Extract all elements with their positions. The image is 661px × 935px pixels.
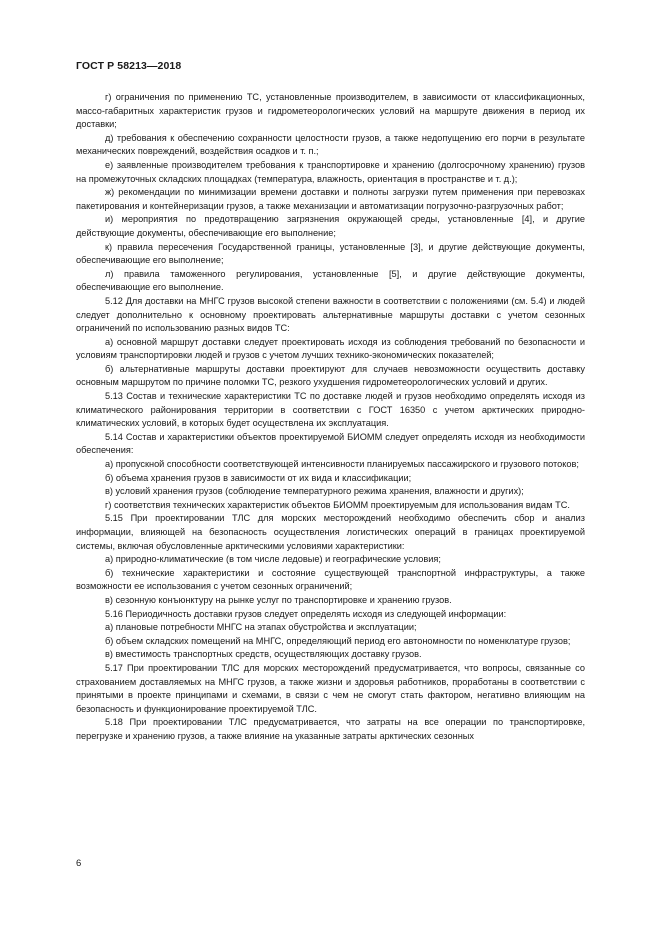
paragraph-item-i: и) мероприятия по предотвращению загрязнения окружающей среды, установленные [4], и другие действующие документы, обеспечивающие его выполнение; — [76, 214, 585, 238]
clause-5-16: 5.16 Периодичность доставки грузов следует определять исходя из следующей информации: — [105, 608, 507, 619]
document-header: ГОСТ Р 58213—2018 — [76, 60, 182, 72]
clause-5-14: 5.14 Состав и характеристики объектов проектируемой БИОММ следует определять исходя из необходимости обеспечения: — [76, 431, 585, 456]
clause-5-12-item-b: б) альтернативные маршруты доставки проектируют для случаев невозможности осуществить доставку основным маршрутом по причине поломки ТС, резкого ухудшения гидрометеорологических условий и других. — [76, 363, 585, 388]
clause-5-13: 5.13 Состав и технические характеристики ТС по доставке людей и грузов необходимо определять исходя из климатического районирования территории в соответствии с ГОСТ 16350 с учетом арктических природно-климатических условий, в которых будет осуществлена их эксплуатация. — [76, 391, 585, 429]
paragraph-item-k: к) правила пересечения Государственной границы, установленные [3], и другие действующие документы, обеспечивающие его выполнение; — [76, 241, 585, 266]
clause-5-15-item-b: б) технические характеристики и состояние существующей транспортной инфраструктуры, а также возможности ее использования с учетом сезонных ограничений; — [76, 567, 585, 592]
clause-5-15-item-a: а) природно-климатические (в том числе ледовые) и географические условия; — [105, 554, 441, 565]
paragraph-item-g: г) ограничения по применению ТС, установленные производителем, в зависимости от классификационных, массо-габаритных характеристик грузов и гидрометеорологических условий на маршруте движения в период их доставки; — [76, 92, 585, 130]
clause-5-14-item-a: а) пропускной способности соответствующей интенсивности планируемых пассажирского и грузового потоков; — [105, 459, 579, 470]
clause-5-14-item-b: б) объема хранения грузов в зависимости от их вида и классификации; — [105, 472, 412, 483]
document-body — [76, 91, 585, 744]
clause-5-15-item-v: в) сезонную конъюнктуру на рынке услуг по транспортировке и хранению грузов. — [105, 594, 452, 605]
paragraph-item-e: е) заявленные производителем требования к транспортировке и хранению (долгосрочному хранению) грузов на промежуточных складских площадках (температура, влажность, ориентация в пространстве и т. д.); — [76, 159, 585, 184]
clause-5-16-item-b: б) объем складских помещений на МНГС, определяющий период его автономности по номенклатуре грузов; — [105, 635, 571, 646]
paragraph-item-d: д) требования к обеспечению сохранности целостности грузов, а также недопущению его порчи в результате механических повреждений, воздействия осадков и т. п.; — [76, 132, 585, 157]
clause-5-15: 5.15 При проектировании ТЛС для морских месторождений необходимо обеспечить сбор и анализ информации, влияющей на безопасность осуществления логистических операций в границах проектируемой системы, включая обусловленные арктическими условиями характеристики: — [76, 513, 585, 551]
clause-5-12: 5.12 Для доставки на МНГС грузов высокой степени важности в соответствии с положениями (см. 5.4) и людей следует дополнительно к основному проектировать альтернативные маршруты доставки с учетом сезонных ограничений по использованию разных видов ТС: — [76, 295, 585, 334]
paragraph-item-l: л) правила таможенного регулирования, установленные [5], и другие действующие документы, обеспечивающие его выполнение. — [76, 268, 585, 293]
clause-5-16-item-v: в) вместимость транспортных средств, осуществляющих доставку грузов. — [105, 649, 422, 660]
clause-5-14-item-g: г) соответствия технических характеристик объектов БИОММ проектируемым для использования видам ТС. — [105, 499, 570, 510]
paragraph-item-zh: ж) рекомендации по минимизации времени доставки и полноты загрузки путем применения при перевозках пакетирования и контейнеризации грузов, а также механизации и автоматизации погрузочно-разгрузочных работ; — [76, 187, 585, 211]
clause-5-12-item-a: а) основной маршрут доставки следует проектировать исходя из соблюдения требований по безопасности и условиям транспортировки людей и грузов с учетом лучших технико-экономических показателей; — [76, 336, 585, 361]
clause-5-17: 5.17 При проектировании ТЛС для морских месторождений предусматривается, что вопросы, связанные со страхованием доставляемых на МНГС грузов, а также жизни и здоровья работников, проработаны в соответствии с принятыми в проекте принципами и схемами, в связи с чем не смогут стать фактором, негативно влияющим на безопасность и функционирование проектируемой ТЛС. — [76, 662, 585, 714]
clause-5-18: 5.18 При проектировании ТЛС предусматривается, что затраты на все операции по транспортировке, перегрузке и хранению грузов, а также влияние на указанные затраты арктических сезонных — [76, 717, 585, 741]
clause-5-16-item-a: а) плановые потребности МНГС на этапах обустройства и эксплуатации; — [105, 622, 417, 633]
page-number: 6 — [76, 858, 82, 869]
clause-5-14-item-v: в) условий хранения грузов (соблюдение температурного режима хранения, влажности и других); — [105, 486, 524, 497]
